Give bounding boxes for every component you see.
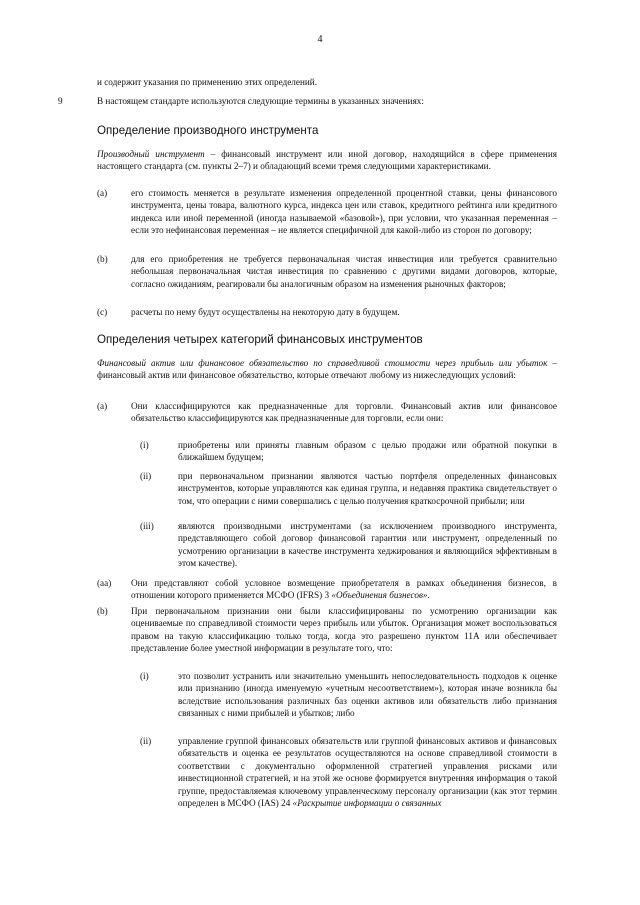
subitem-text-main: управление группой финансовых обязательств или группой финансовых активов и финансовых обязательств и оценка ее результатов осуществляются на основе справедливой стоимости в соответствии с документально оформленной стратегией управления рисками или инвестиционной стратегией, и на этой же основе формируется внутренняя информация о такой группе, предоставляемая ключевому управленческому персоналу организации (как этот термин определен в МСФО (IAS) 24 [178,736,557,809]
subitem-label: (i) [140,440,149,450]
subitem-label: (ii) [140,471,152,481]
section-heading-derivative: Определение производного инструмента [97,124,319,137]
paragraph-number: 9 [58,96,63,106]
item-text [131,577,557,602]
subitem-text: приобретены или приняты главным образом с целью продажи или обратной покупки в ближайшем будущем; [178,440,557,463]
subitem-label: (iii) [140,521,154,531]
item-label: (b) [97,606,108,616]
derivative-definition-text: – финансовый инструмент или иной договор, находящийся в сфере применения настоящего стандарта (см. пункты 2–7) и обладающий всеми тремя следующими характеристиками. [97,149,557,172]
section-heading-categories: Определения четырех категорий финансовых инструментов [97,333,423,346]
fvtpl-definition-text: – финансовый актив или финансовое обязательство, которые отвечают любому из нижеследующих условий: [97,358,558,381]
subitem-text: являются производными инструментами (за исключением производного инструмента, представляющего собой договор финансовой гарантии или инструмент, определенный по усмотрению организации в качестве инструмента хеджирования и являющийся эффективным в этом качестве). [178,521,557,569]
paragraph-text: В настоящем стандарте используются следующие термины в указанных значениях: [97,96,424,106]
item-text: для его приобретения не требуется первоначальная чистая инвестиция или требуется сравнительно небольшая первоначальная чистая инвестиция по сравнению с другими видами договоров, которые, согласно ожиданиям, реагировали бы аналогичным образом на изменения рыночных факторов; [131,254,557,289]
item-label: (a) [97,188,108,198]
fvtpl-term: Финансовый актив или финансовое обязательство по справедливой стоимости через прибыль или убыток [97,358,548,368]
item-text: расчеты по нему будут осуществлены на некоторую дату в будущем. [131,307,400,317]
aa-text: Они представляют собой условное возмещение приобретателя в рамках объединения бизнесов, в отношении которого применяется МСФО (IFRS) 3 [131,578,557,601]
item-text: Они классифицируются как предназначенные для торговли. Финансовый актив или финансовое обязательство классифицируются как предназначенные для торговли, если они: [131,401,557,424]
subitem-text: при первоначальном признании являются частью портфеля определенных финансовых инструментов, которые управляются как единая группа, и недавняя практика свидетельствует о том, что операции с ними совершались с целью получения краткосрочной прибыли; или [178,471,557,506]
intro-line: и содержит указания по применению этих определений. [97,77,318,87]
fvtpl-definition [97,357,557,382]
subitem-italic-title: «Раскрытие информации о связанных [292,798,442,809]
item-label: (a) [97,401,108,411]
item-text: его стоимость меняется в результате изменения определенной процентной ставки, цены финансового инструмента, цены товара, валютного курса, индекса цен или ставок, кредитного рейтинга или кредитного индекса или иной переменной (иногда называемой «базовой»), при условии, что указанная переменная – если это нефинансовая переменная – не является специфичной для какой-либо из сторон по договору; [131,188,557,236]
aa-italic-title: «Объединения бизнесов» [331,590,428,601]
derivative-term: Производный инструмент [97,149,205,159]
derivative-definition [97,148,557,173]
item-label: (b) [97,254,108,264]
page-number: 4 [317,34,323,45]
item-label: (aa) [97,578,112,588]
subitem-label: (ii) [140,736,152,746]
subitem-label: (i) [140,671,149,681]
item-label: (c) [97,307,108,317]
item-text: При первоначальном признании они были классифицированы по усмотрению организации как оцениваемые по справедливой стоимости через прибыль или убыток. Организация может воспользоваться правом на такую классификацию только тогда, когда это разрешено пунктом 11А или обеспечивает представление более уместной информации в результате того, что: [131,606,557,654]
subitem-text [178,735,557,809]
aa-text-end: . [427,590,430,601]
subitem-text: это позволит устранить или значительно уменьшить непоследовательность подходов к оценке или признанию (иногда именуемую «учетным несоответствием»), которая иначе возникла бы вследствие использования различных баз оценки активов или обязательств либо признания связанных с ними прибылей и убытков; либо [178,671,557,719]
